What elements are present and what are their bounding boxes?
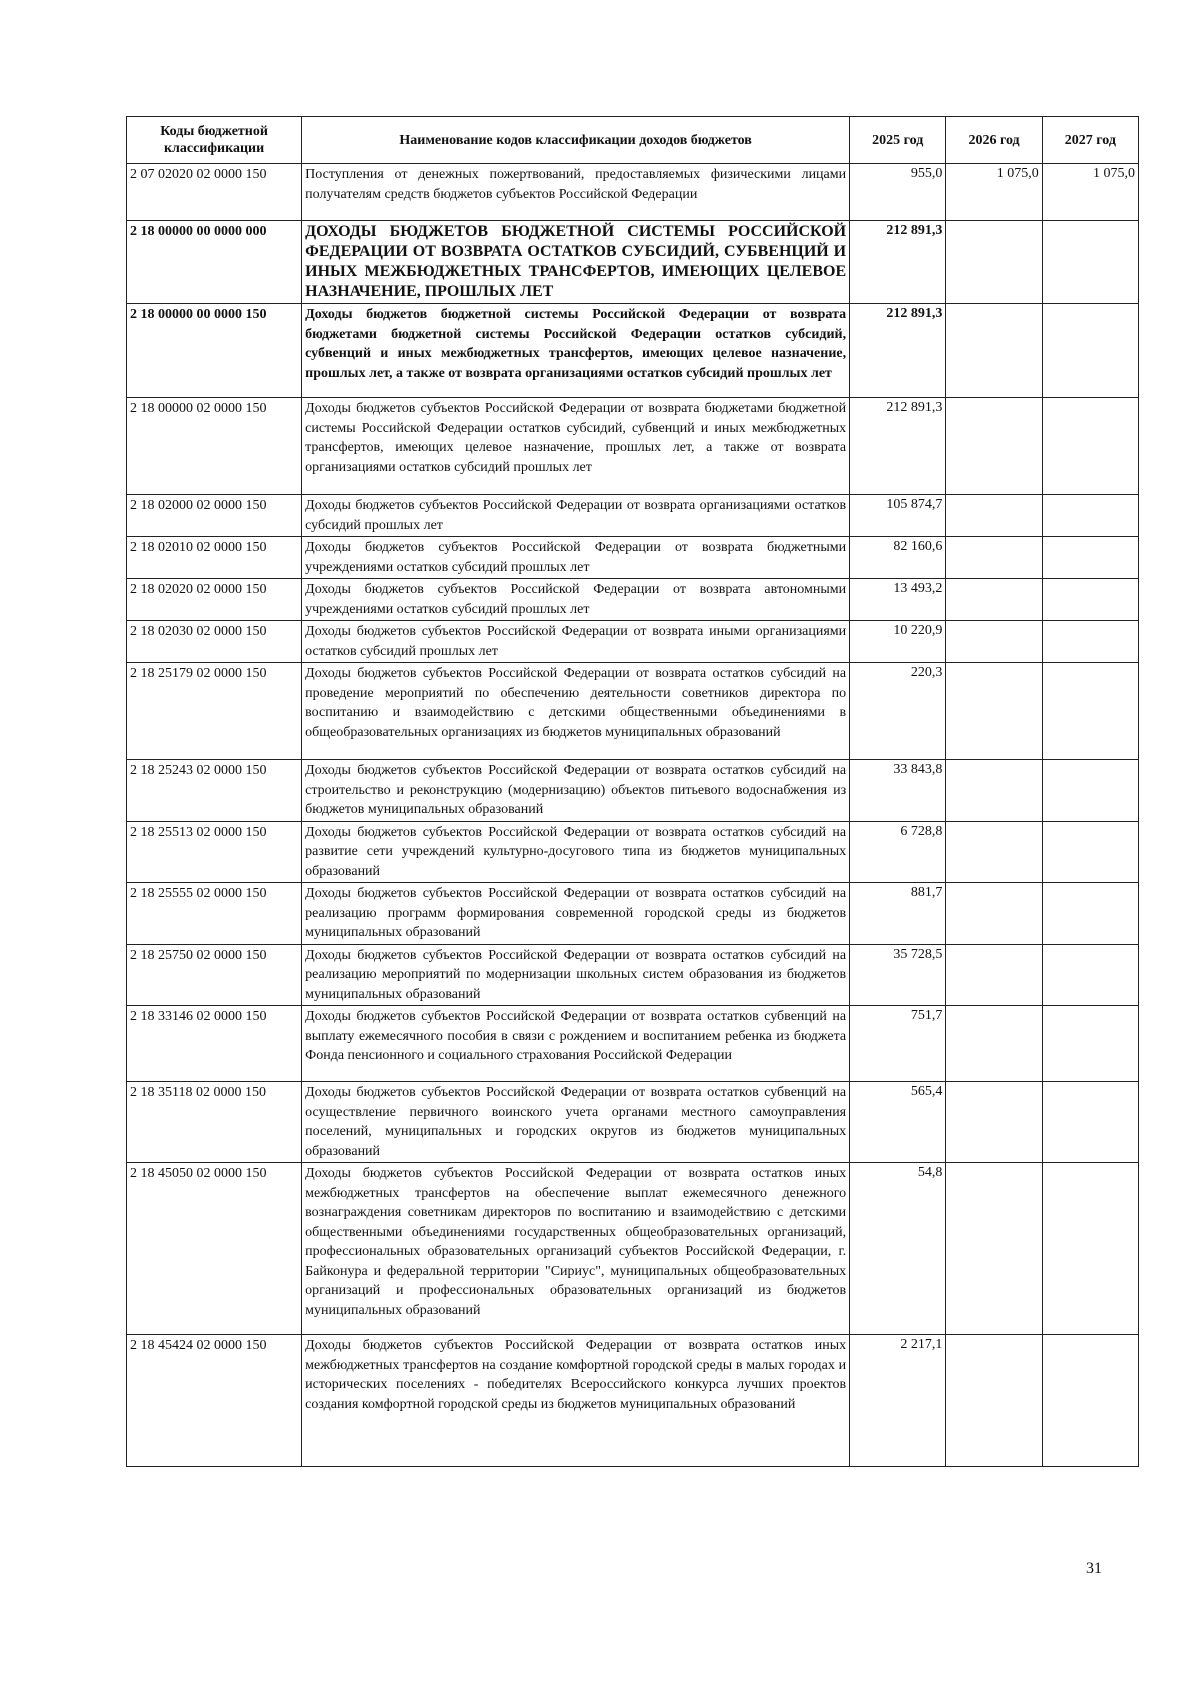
- budget-code-cell: 2 18 00000 00 0000 150: [127, 304, 302, 398]
- value-2025-cell: 10 220,9: [850, 621, 946, 663]
- revenue-name-cell: Доходы бюджетов субъектов Российской Федерации от возврата организациями остатков субсидий прошлых лет: [302, 495, 850, 537]
- table-row: [127, 221, 1139, 304]
- revenue-name-cell: Доходы бюджетов бюджетной системы Российской Федерации от возврата бюджетами бюджетной системы Российской Федерации остатков субсидий, субвенций и иных межбюджетных трансфертов, имеющих целевое назначение, прошлых лет, а также от возврата организациями остатков субсидий прошлых лет: [302, 304, 850, 398]
- revenue-name-cell: Доходы бюджетов субъектов Российской Федерации от возврата бюджетами бюджетной системы Российской Федерации остатков субсидий, субвенций и иных межбюджетных трансфертов, имеющих целевое назначение, прошлых лет, а также от возврата организациями остатков субсидий прошлых лет: [302, 398, 850, 495]
- value-2026-cell: [946, 944, 1042, 1006]
- budget-code-cell: 2 18 35118 02 0000 150: [127, 1082, 302, 1163]
- value-2025-cell: 212 891,3: [850, 304, 946, 398]
- value-2025-cell: 212 891,3: [850, 398, 946, 495]
- header-name: Наименование кодов классификации доходов бюджетов: [302, 117, 850, 164]
- revenue-name-cell: Доходы бюджетов субъектов Российской Федерации от возврата остатков иных межбюджетных трансфертов на обеспечение выплат ежемесячного денежного вознаграждения советникам директоров по воспитанию и взаимодействию с детскими общественными объединениями государственных общеобразовательных организаций, профессиональных образовательных организаций субъектов Российской Федерации, г. Байконура и федеральной территории "Сириус", муниципальных общеобразовательных организаций и профессиональных образовательных организаций из бюджетов муниципальных образований: [302, 1163, 850, 1335]
- value-2026-cell: [946, 221, 1042, 304]
- table-body: [127, 164, 1139, 1467]
- revenue-name-cell: Поступления от денежных пожертвований, предоставляемых физическими лицами получателям средств бюджетов субъектов Российской Федерации: [302, 164, 850, 221]
- revenue-name-cell: Доходы бюджетов субъектов Российской Федерации от возврата остатков субсидий на развитие сети учреждений культурно-досугового типа из бюджетов муниципальных образований: [302, 821, 850, 883]
- table-row: [127, 621, 1139, 663]
- value-2026-cell: [946, 579, 1042, 621]
- table-row: [127, 1163, 1139, 1335]
- value-2027-cell: [1042, 1335, 1138, 1467]
- value-2027-cell: [1042, 495, 1138, 537]
- table-row: [127, 944, 1139, 1006]
- value-2026-cell: [946, 760, 1042, 822]
- revenue-name-cell: Доходы бюджетов субъектов Российской Федерации от возврата остатков субсидий на строительство и реконструкцию (модернизацию) объектов питьевого водоснабжения из бюджетов муниципальных образований: [302, 760, 850, 822]
- value-2025-cell: 6 728,8: [850, 821, 946, 883]
- value-2026-cell: [946, 537, 1042, 579]
- table-row: [127, 1006, 1139, 1082]
- value-2026-cell: [946, 883, 1042, 945]
- revenue-name-cell: Доходы бюджетов субъектов Российской Федерации от возврата автономными учреждениями остатков субсидий прошлых лет: [302, 579, 850, 621]
- value-2025-cell: 212 891,3: [850, 221, 946, 304]
- value-2027-cell: [1042, 537, 1138, 579]
- budget-code-cell: 2 07 02020 02 0000 150: [127, 164, 302, 221]
- value-2026-cell: [946, 495, 1042, 537]
- budget-code-cell: 2 18 45050 02 0000 150: [127, 1163, 302, 1335]
- revenue-name-cell: Доходы бюджетов субъектов Российской Федерации от возврата остатков субсидий на проведение мероприятий по обеспечению деятельности советников директора по воспитанию и взаимодействию с детскими общественными объединениями в общеобразовательных организациях из бюджетов муниципальных образований: [302, 663, 850, 760]
- value-2026-cell: [946, 663, 1042, 760]
- header-2026: 2026 год: [946, 117, 1042, 164]
- value-2026-cell: [946, 398, 1042, 495]
- table-row: [127, 1335, 1139, 1467]
- table-row: [127, 579, 1139, 621]
- budget-code-cell: 2 18 02010 02 0000 150: [127, 537, 302, 579]
- value-2027-cell: [1042, 760, 1138, 822]
- value-2027-cell: 1 075,0: [1042, 164, 1138, 221]
- value-2027-cell: [1042, 221, 1138, 304]
- value-2027-cell: [1042, 304, 1138, 398]
- value-2025-cell: 955,0: [850, 164, 946, 221]
- table-row: [127, 663, 1139, 760]
- revenue-name-cell: Доходы бюджетов субъектов Российской Федерации от возврата остатков субвенций на осуществление первичного воинского учета органами местного самоуправления поселений, муниципальных и городских округов из бюджетов муниципальных образований: [302, 1082, 850, 1163]
- value-2025-cell: 565,4: [850, 1082, 946, 1163]
- table-row: [127, 398, 1139, 495]
- budget-code-cell: 2 18 00000 02 0000 150: [127, 398, 302, 495]
- revenue-name-cell: Доходы бюджетов субъектов Российской Федерации от возврата бюджетными учреждениями остатков субсидий прошлых лет: [302, 537, 850, 579]
- header-codes: Коды бюджетной классификации: [127, 117, 302, 164]
- budget-code-cell: 2 18 25513 02 0000 150: [127, 821, 302, 883]
- table-row: [127, 760, 1139, 822]
- value-2026-cell: 1 075,0: [946, 164, 1042, 221]
- page-number: 31: [1086, 1560, 1102, 1577]
- table-row: [127, 1082, 1139, 1163]
- budget-code-cell: 2 18 45424 02 0000 150: [127, 1335, 302, 1467]
- value-2027-cell: [1042, 1082, 1138, 1163]
- value-2027-cell: [1042, 579, 1138, 621]
- revenue-name-cell: Доходы бюджетов субъектов Российской Федерации от возврата остатков субсидий на реализацию программ формирования современной городской среды из бюджетов муниципальных образований: [302, 883, 850, 945]
- value-2026-cell: [946, 621, 1042, 663]
- value-2027-cell: [1042, 883, 1138, 945]
- value-2025-cell: 13 493,2: [850, 579, 946, 621]
- value-2027-cell: [1042, 398, 1138, 495]
- budget-code-cell: 2 18 25555 02 0000 150: [127, 883, 302, 945]
- value-2026-cell: [946, 304, 1042, 398]
- value-2026-cell: [946, 1335, 1042, 1467]
- budget-code-cell: 2 18 25179 02 0000 150: [127, 663, 302, 760]
- revenue-name-cell: Доходы бюджетов субъектов Российской Федерации от возврата остатков субвенций на выплату ежемесячного пособия в связи с рождением и воспитанием ребенка из бюджета Фонда пенсионного и социального страхования Российской Федерации: [302, 1006, 850, 1082]
- value-2026-cell: [946, 821, 1042, 883]
- budget-code-cell: 2 18 33146 02 0000 150: [127, 1006, 302, 1082]
- table-header-row: [127, 117, 1139, 164]
- budget-code-cell: 2 18 02000 02 0000 150: [127, 495, 302, 537]
- budget-code-cell: 2 18 25243 02 0000 150: [127, 760, 302, 822]
- header-2025: 2025 год: [850, 117, 946, 164]
- header-2027: 2027 год: [1042, 117, 1138, 164]
- revenue-name-cell: Доходы бюджетов субъектов Российской Федерации от возврата остатков субсидий на реализацию мероприятий по модернизации школьных систем образования из бюджетов муниципальных образований: [302, 944, 850, 1006]
- table-row: [127, 821, 1139, 883]
- value-2025-cell: 54,8: [850, 1163, 946, 1335]
- value-2025-cell: 881,7: [850, 883, 946, 945]
- revenue-name-cell: ДОХОДЫ БЮДЖЕТОВ БЮДЖЕТНОЙ СИСТЕМЫ РОССИЙСКОЙ ФЕДЕРАЦИИ ОТ ВОЗВРАТА ОСТАТКОВ СУБСИДИЙ, СУБВЕНЦИЙ И ИНЫХ МЕЖБЮДЖЕТНЫХ ТРАНСФЕРТОВ, ИМЕЮЩИХ ЦЕЛЕВОЕ НАЗНАЧЕНИЕ, ПРОШЛЫХ ЛЕТ: [302, 221, 850, 304]
- budget-code-cell: 2 18 25750 02 0000 150: [127, 944, 302, 1006]
- value-2027-cell: [1042, 621, 1138, 663]
- value-2025-cell: 105 874,7: [850, 495, 946, 537]
- value-2027-cell: [1042, 944, 1138, 1006]
- value-2025-cell: 35 728,5: [850, 944, 946, 1006]
- value-2025-cell: 2 217,1: [850, 1335, 946, 1467]
- value-2025-cell: 751,7: [850, 1006, 946, 1082]
- value-2025-cell: 82 160,6: [850, 537, 946, 579]
- value-2027-cell: [1042, 1163, 1138, 1335]
- table-row: [127, 537, 1139, 579]
- revenue-name-cell: Доходы бюджетов субъектов Российской Федерации от возврата остатков иных межбюджетных трансфертов на создание комфортной городской среды в малых городах и исторических поселениях - победителях Всероссийского конкурса лучших проектов создания комфортной городской среды из бюджетов муниципальных образований: [302, 1335, 850, 1467]
- table-row: [127, 883, 1139, 945]
- value-2025-cell: 33 843,8: [850, 760, 946, 822]
- budget-code-cell: 2 18 00000 00 0000 000: [127, 221, 302, 304]
- value-2026-cell: [946, 1082, 1042, 1163]
- value-2026-cell: [946, 1163, 1042, 1335]
- table-row: [127, 495, 1139, 537]
- value-2025-cell: 220,3: [850, 663, 946, 760]
- value-2027-cell: [1042, 1006, 1138, 1082]
- budget-revenue-table: [126, 116, 1139, 1467]
- budget-code-cell: 2 18 02020 02 0000 150: [127, 579, 302, 621]
- budget-code-cell: 2 18 02030 02 0000 150: [127, 621, 302, 663]
- value-2027-cell: [1042, 821, 1138, 883]
- value-2027-cell: [1042, 663, 1138, 760]
- revenue-name-cell: Доходы бюджетов субъектов Российской Федерации от возврата иными организациями остатков субсидий прошлых лет: [302, 621, 850, 663]
- table-row: [127, 304, 1139, 398]
- table-row: [127, 164, 1139, 221]
- value-2026-cell: [946, 1006, 1042, 1082]
